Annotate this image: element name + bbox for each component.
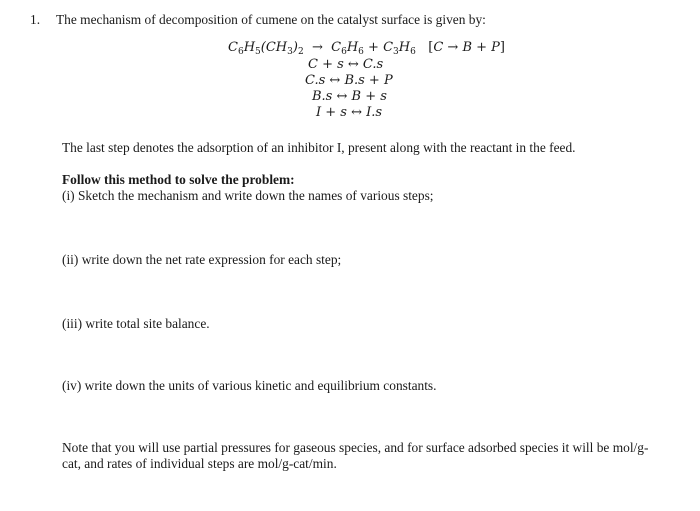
equation-inhibitor-adsorption: I + s ↔ I.s [316, 105, 383, 120]
note-paragraph: Note that you will use partial pressures for gaseous species, and for surface adsorbed species it will be mol/g-cat, and rates of individual steps are mol/g-cat/min. [62, 440, 649, 471]
question-number: 1. [30, 12, 41, 27]
propylene-formula: $C_3H_6$ [383, 40, 416, 57]
equation-surface-reaction: C.s ↔ B.s + P [305, 73, 393, 88]
arrow-icon: → [307, 40, 327, 55]
last-step-paragraph: The last step denotes the adsorption of an inhibitor I, present along with the reactant in the feed. [62, 140, 576, 155]
arrow-icon: → [443, 40, 463, 55]
step-3-text: (iii) write total site balance. [62, 316, 210, 331]
step-2-text: (ii) write down the net rate expression for each step; [62, 252, 342, 267]
question-title: The mechanism of decomposition of cumene on the catalyst surface is given by: [56, 12, 486, 27]
equation-desorption: B.s ↔ B + s [312, 89, 387, 104]
benzene-formula: $C_6H_6$ [331, 40, 364, 57]
equation-adsorption: C + s ↔ C.s [308, 57, 384, 72]
cumene-formula: $C_6H_5(CH_3)_2$ [228, 40, 304, 57]
step-1-text: (i) Sketch the mechanism and write down the names of various steps; [62, 188, 434, 203]
equation-overall-reaction: $C_6H_5(CH_3)_2 \to C_6H_6 + C_3H_6$ [C → B + P] [228, 40, 505, 57]
step-4-text: (iv) write down the units of various kinetic and equilibrium constants. [62, 378, 437, 393]
follow-method-heading: Follow this method to solve the problem: [62, 172, 295, 187]
